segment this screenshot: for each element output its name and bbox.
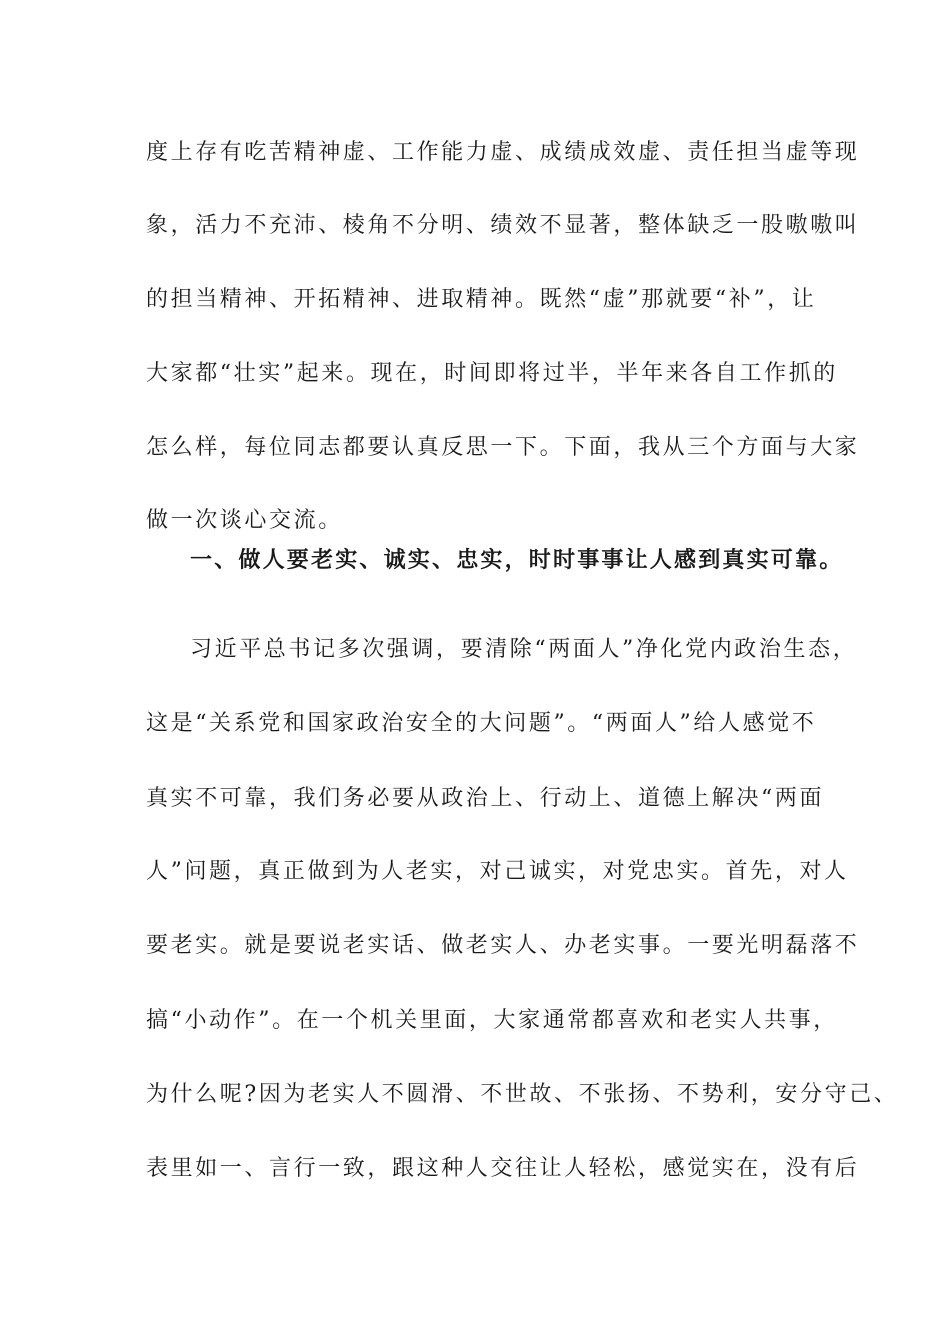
paragraph-line: 真实不可靠，我们务必要从政治上、行动上、道德上解决“两面 [146,786,825,811]
paragraph-line: 大家都“壮实”起来。现在，时间即将过半，半年来各自工作抓的 [146,361,838,386]
paragraph-line: 要老实。就是要说老实话、做老实人、办老实事。一要光明磊落不 [146,933,860,958]
paragraph-line: 习近平总书记多次强调，要清除“两面人”净化党内政治生态， [190,637,858,662]
section-heading: 一、做人要老实、诚实、忠实，时时事事让人感到真实可靠。 [190,547,844,573]
paragraph-line: 为什么呢?因为老实人不圆滑、不世故、不张扬、不势利，安分守己、 [146,1082,899,1107]
paragraph-line: 这是“关系党和国家政治安全的大问题”。“两面人”给人感觉不 [146,711,817,736]
paragraph-line: 怎么样，每位同志都要认真反思一下。下面，我从三个方面与大家 [146,435,860,460]
paragraph-line: 做一次谈心交流。 [146,508,343,533]
paragraph-line: 搞“小动作”。在一个机关里面，大家通常都喜欢和老实人共事， [146,1008,838,1033]
paragraph-line: 表里如一、言行一致，跟这种人交往让人轻松，感觉实在，没有后 [146,1156,860,1181]
paragraph-line: 人”问题，真正做到为人老实，对己诚实，对党忠实。首先，对人 [146,859,849,884]
paragraph-line: 度上存有吃苦精神虚、工作能力虚、成绩成效虚、责任担当虚等现 [146,140,860,165]
paragraph-line: 的担当精神、开拓精神、进取精神。既然“虚”那就要“补”，让 [146,287,817,312]
paragraph-line: 象，活力不充沛、棱角不分明、绩效不显著，整体缺乏一股嗷嗷叫 [146,213,860,238]
